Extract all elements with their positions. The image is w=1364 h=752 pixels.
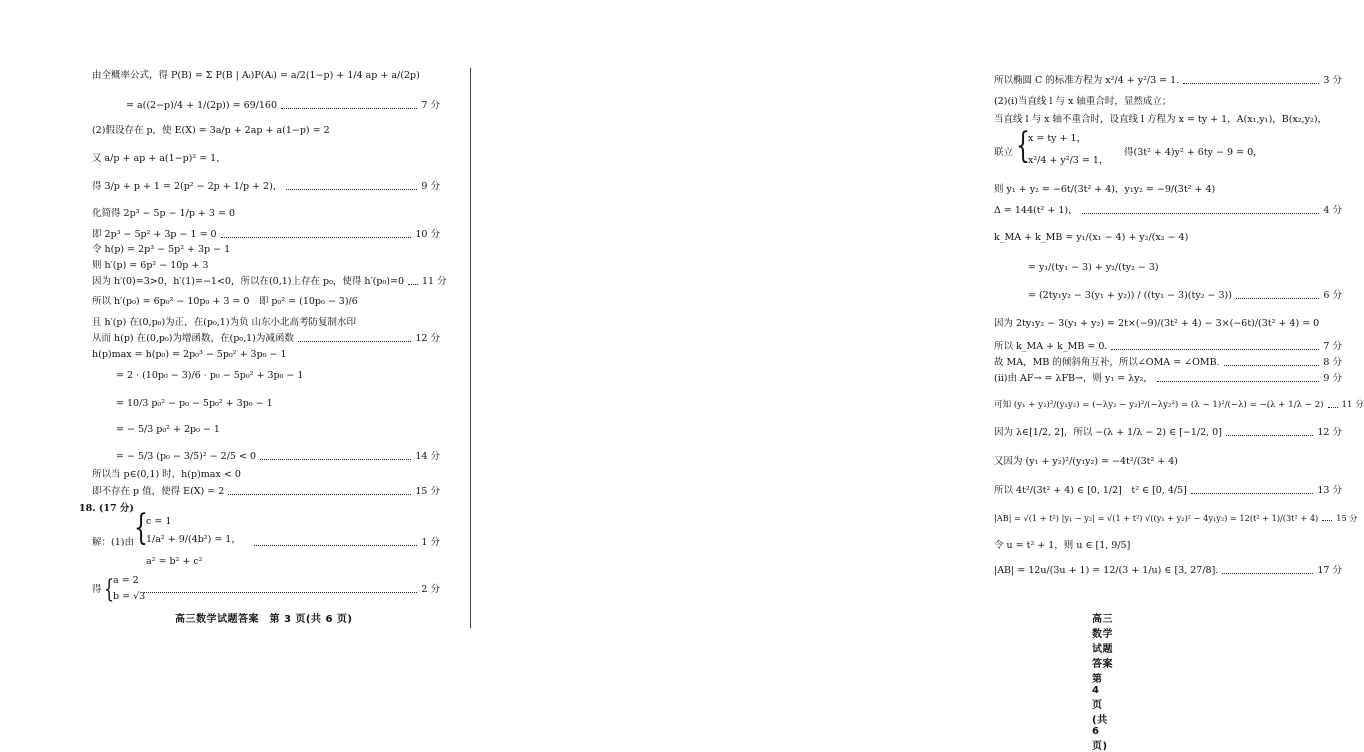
score-label: 11 分 — [1341, 400, 1364, 410]
score-label: 1 分 — [421, 537, 440, 548]
leader-dots — [1328, 407, 1338, 408]
page-3 — [0, 0, 468, 673]
line-text: 故 MA，MB 的倾斜角互补，所以∠OMA = ∠OMB. — [994, 357, 1220, 368]
answer-line — [994, 232, 1342, 244]
line-text: 即 2p³ − 5p² + 3p − 1 = 0 — [92, 229, 217, 240]
line-text: 因为 2ty₁y₂ − 3(y₁ + y₂) = 2t×(−9)/(3t² + 4) − 3×(−6t)/(3t² + 4) = 0 — [994, 318, 1320, 329]
line-text: k_MA + k_MB = y₁/(x₁ − 4) + y₂/(x₂ − 4) — [994, 232, 1189, 243]
leader-dots — [298, 341, 412, 342]
answer-line — [92, 486, 440, 498]
answer-line — [994, 427, 1342, 439]
line-text: 得 3/p + p + 1 = 2(p² − 2p + 1/p + 2)， — [92, 181, 283, 192]
page-4 — [470, 0, 1364, 752]
answer-line — [994, 357, 1342, 369]
leader-dots — [281, 108, 417, 109]
line-text: (ⅱ)由 AF→ = λFB→，则 y₁ = λy₂， — [994, 373, 1153, 384]
answer-line — [994, 75, 1342, 87]
leader-dots — [1157, 381, 1320, 382]
leader-dots — [408, 284, 418, 285]
system-equation: 1/a² + 9/(4b²) = 1， — [146, 534, 241, 545]
score-label: 4 分 — [1323, 205, 1342, 216]
leader-dots — [254, 545, 417, 546]
answer-line — [92, 260, 440, 272]
answer-line — [994, 114, 1342, 126]
line-text: 所以 k_MA + k_MB = 0. — [994, 341, 1108, 352]
answer-line — [92, 208, 440, 220]
system-equation: x = ty + 1， — [1028, 133, 1087, 144]
system-prefix: 联立 — [994, 147, 1014, 158]
system-equation: c = 1 — [146, 516, 172, 527]
line-text: 因为 h′(0)=3>0，h′(1)=−1<0，所以在(0,1)上存在 p₀，使得 h′(p₀)=0 — [92, 276, 404, 287]
answer-line — [92, 349, 440, 361]
line-text: |AB| = 12u/(3u + 1) = 12/(3 + 1/u) ∈ [3, 27/8]. — [994, 565, 1219, 576]
line-text: 当直线 l 与 x 轴不重合时，设直线 l 方程为 x = ty + 1，A(x₁,y₁)，B(x₂,y₂)， — [994, 114, 1328, 125]
answer-line — [92, 317, 440, 329]
line-text: 即不存在 p 值，使得 E(X) = 2 — [92, 486, 225, 497]
score-label: 12 分 — [415, 333, 440, 344]
leader-dots — [221, 237, 412, 238]
line-text: 令 h(p) = 2p³ − 5p² + 3p − 1 — [92, 244, 231, 255]
page-footer: 高三数学试题答案 第 4 页(共 6 页) — [1092, 614, 1124, 752]
line-text: = − 5/3 (p₀ − 3/5)² − 2/5 < 0 — [116, 451, 256, 462]
score-label: 15 分 — [415, 486, 440, 497]
solution-prefix: 解：(1)由 — [92, 537, 134, 548]
answer-line — [92, 100, 440, 112]
answer-line — [92, 181, 440, 193]
score-label: 8 分 — [1323, 357, 1342, 368]
system-brace: { — [134, 508, 148, 549]
answer-line — [92, 296, 440, 308]
line-text: 因为 λ∈[1/2, 2]，所以 −(λ + 1/λ − 2) ∈ [−1/2, 0] — [994, 427, 1222, 438]
line-text: 所以当 p∈(0,1) 时，h(p)max < 0 — [92, 469, 241, 480]
answer-line — [994, 184, 1342, 196]
line-text: 且 h′(p) 在(0,p₀)为正，在(p₀,1)为负 山东小北高考防复制水印 — [92, 317, 357, 328]
leader-dots — [1191, 493, 1314, 494]
score-label: 11 分 — [422, 276, 447, 287]
answer-line — [92, 153, 440, 165]
score-label: 17 分 — [1317, 565, 1342, 576]
system-equation: x²/4 + y²/3 = 1， — [1028, 155, 1109, 166]
score-label: 7 分 — [1323, 341, 1342, 352]
line-text: 从而 h(p) 在(0,p₀)为增函数，在(p₀,1)为减函数 — [92, 333, 294, 344]
line-text: 所以 h′(p₀) = 6p₀² − 10p₀ + 3 = 0 即 p₀² = (10p₀ − 3)/6 — [92, 296, 358, 307]
score-row — [250, 537, 440, 549]
leader-dots — [1224, 365, 1320, 366]
line-text: 所以椭圆 C 的标准方程为 x²/4 + y²/3 = 1. — [994, 75, 1180, 86]
line-text: 则 h′(p) = 6p² − 10p + 3 — [92, 260, 209, 271]
answer-line — [92, 333, 440, 345]
score-label: 2 分 — [421, 584, 440, 595]
answer-line — [994, 485, 1342, 497]
result-equation: b = √3 — [113, 591, 146, 602]
answer-line — [92, 70, 440, 82]
line-text: = y₁/(ty₁ − 3) + y₂/(ty₂ − 3) — [1028, 262, 1159, 273]
system-result: 得(3t² + 4)y² + 6ty − 9 = 0， — [1124, 147, 1263, 158]
leader-dots — [1322, 520, 1332, 521]
line-text: = 10/3 p₀² − p₀ − 5p₀² + 3p₀ − 1 — [116, 398, 273, 409]
leader-dots — [286, 189, 417, 190]
answer-line — [994, 565, 1342, 577]
answer-line — [994, 290, 1342, 302]
line-text: h(p)max = h(p₀) = 2p₀³ − 5p₀² + 3p₀ − 1 — [92, 349, 287, 360]
line-text: 所以 4t²/(3t² + 4) ∈ [0, 1/2] t² ∈ [0, 4/5] — [994, 485, 1187, 496]
answer-line — [92, 469, 440, 481]
score-label: 13 分 — [1317, 485, 1342, 496]
line-text: = a((2−p)/4 + 1/(2p)) = 69/160 — [126, 100, 278, 111]
system-brace: { — [104, 573, 115, 604]
score-label: 15 分 — [1336, 513, 1358, 523]
answer-line — [92, 244, 440, 256]
result-prefix: 得 — [92, 584, 102, 595]
score-label: 14 分 — [415, 451, 440, 462]
answer-line — [994, 456, 1342, 468]
question-number: 18. (17 分) — [79, 503, 134, 514]
score-label: 9 分 — [421, 181, 440, 192]
leader-dots — [1222, 573, 1313, 574]
score-label: 3 分 — [1323, 75, 1342, 86]
line-text: (2)(ⅰ)当直线 l 与 x 轴重合时，显然成立； — [994, 96, 1172, 107]
line-text: 由全概率公式，得 P(B) = Σ P(B | Aᵢ)P(Aᵢ) = a/2(1−p) + 1/4 ap + a/(2p) — [92, 70, 420, 81]
line-text: = (2ty₁y₂ − 3(y₁ + y₂)) / ((ty₁ − 3)(ty₂ − 3)) — [1028, 290, 1232, 301]
score-label: 12 分 — [1317, 427, 1342, 438]
answer-line — [994, 205, 1342, 217]
score-label: 10 分 — [415, 229, 440, 240]
answer-line — [994, 96, 1342, 108]
line-text: = 2 · (10p₀ − 3)/6 · p₀ − 5p₀² + 3p₀ − 1 — [116, 370, 304, 381]
answer-line — [92, 229, 440, 241]
line-text: 又 a/p + ap + a(1−p)² = 1， — [92, 153, 226, 164]
answer-line — [994, 373, 1342, 385]
answer-line — [92, 276, 447, 288]
leader-dots — [1183, 83, 1319, 84]
leader-dots — [1236, 298, 1319, 299]
line-text: 令 u = t² + 1，则 u ∈ [1, 9/5] — [994, 540, 1131, 551]
line-text: 则 y₁ + y₂ = −6t/(3t² + 4)，y₁y₂ = −9/(3t² + 4) — [994, 184, 1216, 195]
answer-line — [92, 370, 440, 382]
answer-line — [92, 451, 440, 463]
score-row — [140, 584, 440, 596]
system-equation: a² = b² + c² — [146, 556, 203, 567]
answer-line — [92, 398, 440, 410]
line-text: (2)假设存在 p，使 E(X) = 3a/p + 2ap + a(1−p) = 2 — [92, 125, 330, 136]
leader-dots — [228, 494, 411, 495]
result-equation: a = 2 — [113, 575, 139, 586]
line-text: 又因为 (y₁ + y₂)²/(y₁y₂) = −4t²/(3t² + 4) — [994, 456, 1179, 467]
answer-line — [92, 125, 440, 137]
answer-line — [994, 341, 1342, 353]
line-text: 可知 (y₁ + y₂)²/(y₁y₂) = (−λy₂ − y₂)²/(−λy₂²) = (λ − 1)²/(−λ) = −(λ + 1/λ − 2) — [994, 400, 1324, 410]
line-text: 化简得 2p³ − 5p − 1/p + 3 = 0 — [92, 208, 235, 219]
leader-dots — [1111, 349, 1319, 350]
system-brace: { — [1016, 126, 1030, 167]
leader-dots — [1226, 435, 1313, 436]
answer-line — [994, 262, 1342, 274]
answer-line — [92, 424, 440, 436]
answer-line — [994, 318, 1342, 330]
line-text: Δ = 144(t² + 1)， — [994, 205, 1078, 216]
leader-dots — [260, 459, 411, 460]
leader-dots — [144, 592, 417, 593]
score-label: 6 分 — [1323, 290, 1342, 301]
line-text: |AB| = √(1 + t²) |y₁ − y₂| = √(1 + t²) √((y₁ + y₂)² − 4y₁y₂) = 12(t² + 1)/(3t² + 4) — [994, 513, 1319, 523]
answer-line — [994, 399, 1364, 411]
score-label: 7 分 — [421, 100, 440, 111]
leader-dots — [1082, 213, 1320, 214]
score-label: 9 分 — [1323, 373, 1342, 384]
page-footer: 高三数学试题答案 第 3 页(共 6 页) — [175, 614, 353, 625]
answer-line — [994, 512, 1358, 524]
answer-line — [994, 540, 1342, 552]
line-text: = − 5/3 p₀² + 2p₀ − 1 — [116, 424, 220, 435]
